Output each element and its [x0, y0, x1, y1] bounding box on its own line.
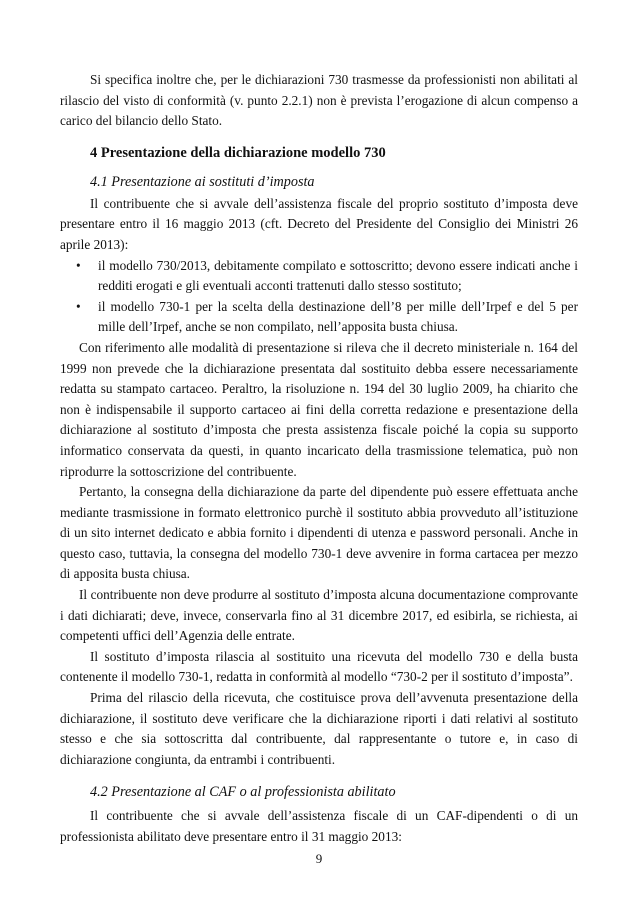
paragraph: Prima del rilascio della ricevuta, che costituisce prova dell’avvenuta presentazione della dichiarazione, il sostituto deve verificare che la dichiarazione riporti i dati relativi al sostituto stesso e che sia sottoscritta dal contribuente, dal rappresentante o tutore e, in caso di dichiarazione congiunta, da entrambi i contribuenti.: [60, 690, 578, 767]
bullet-text: il modello 730/2013, debitamente compilato e sottoscritto; devono essere indicati anche i redditi erogati e gli eventuali acconti trattenuti dallo stesso sostituto;: [98, 257, 578, 294]
bullet-icon: •: [76, 257, 81, 273]
paragraph: Il contribuente che si avvale dell’assistenza fiscale di un CAF-dipendenti o di un professionista abilitato deve presentare entro il 31 maggio 2013:: [60, 808, 578, 844]
paragraph: Il sostituto d’imposta rilascia al sostituito una ricevuta del modello 730 e della busta contenente il modello 730-1, redatta in conformità al modello “730-2 per il sostituto d’imposta”.: [60, 648, 578, 685]
bullet-text: il modello 730-1 per la scelta della destinazione dell’8 per mille dell’Irpef e del 5 per mille dell’Irpef, anche se non compilato, nell’apposita busta chiusa.: [98, 298, 578, 335]
page-number: 9: [315, 851, 323, 866]
bullet-item: [76, 297, 578, 338]
paragraph: Il contribuente non deve produrre al sostituto d’imposta alcuna documentazione comprovante i dati dichiarati; deve, invece, conservarla fino al 31 dicembre 2017, ed esibirla, se richiesta, ai competenti uffici dell’Agenzia delle entrate.: [60, 587, 578, 644]
subsection-heading-4-2: 4.2 Presentazione al CAF o al professionista abilitato: [90, 784, 396, 801]
intro-paragraph: Si specifica inoltre che, per le dichiarazioni 730 trasmesse da professionisti non abilitati al rilascio del visto di conformità (v. punto 2.2.1) non è prevista l’erogazione di alcun compenso a carico del bilancio dello Stato.: [60, 72, 578, 129]
bullet-list: [60, 256, 578, 338]
page-content: [60, 70, 578, 848]
paragraph: Con riferimento alle modalità di presentazione si rileva che il decreto ministeriale n. 164 del 1999 non prevede che la dichiarazione presentata dal sostituito debba essere necessariamente redatta su stampato cartaceo. Peraltro, la risoluzione n. 194 del 30 luglio 2009, ha chiarito che non è indispensabile il supporto cartaceo ai fini della corretta redazione e presentazione della dichiarazione al sostituto d’imposta che presta assistenza fiscale poiché la copia su supporto informatico conservata da questi, in quanto incaricato della trasmissione telematica, può non riprodurre la sottoscrizione del contribuente.: [60, 339, 578, 479]
paragraph: Il contribuente che si avvale dell’assistenza fiscale del proprio sostituto d’imposta deve presentare entro il 16 maggio 2013 (cft. Decreto del Presidente del Consiglio dei Ministri 26 aprile 2013):: [60, 195, 578, 252]
section-heading: 4 Presentazione della dichiarazione modello 730: [90, 144, 386, 161]
subsection-heading-4-1: 4.1 Presentazione ai sostituti d’imposta: [90, 173, 315, 190]
bullet-item: [76, 256, 578, 297]
bullet-icon: •: [76, 298, 81, 314]
paragraph: Pertanto, la consegna della dichiarazione da parte del dipendente può essere effettuata anche mediante trasmissione in formato elettronico purchè il sostituto abbia provveduto all’istituzione di un sito internet dedicato e abbia fornito i dipendenti di utenza e password personali. Anche in questo caso, tuttavia, la consegna del modello 730-1 deve avvenire in forma cartacea per mezzo di apposita busta chiusa.: [60, 484, 578, 582]
